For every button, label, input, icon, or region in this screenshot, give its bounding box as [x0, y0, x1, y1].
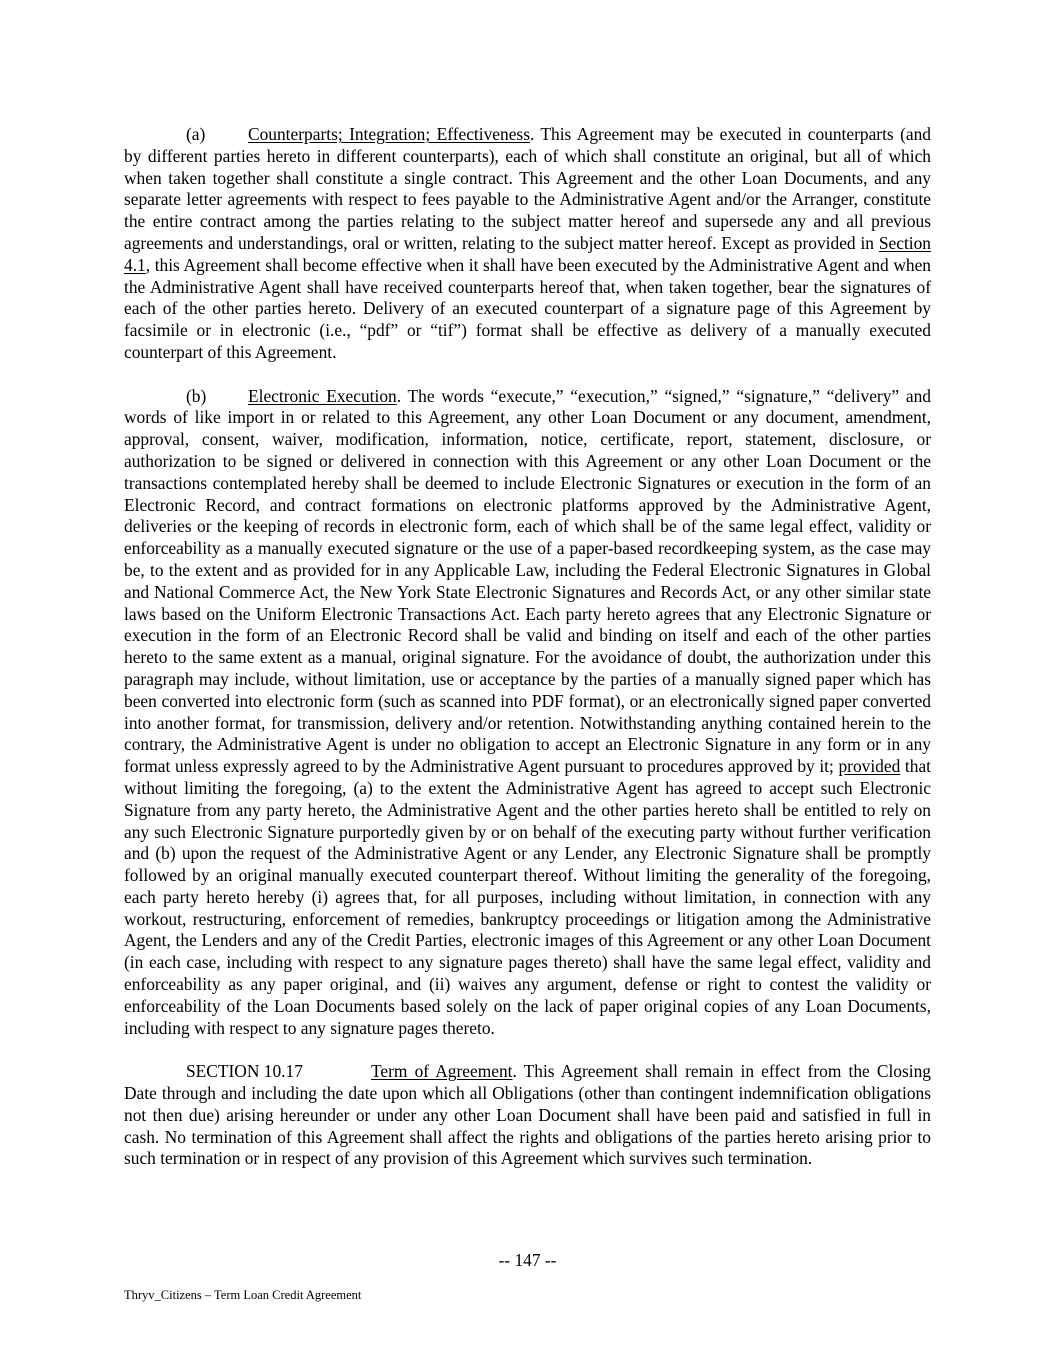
section-4-1-reference: Section 4.1	[124, 232, 931, 275]
provided-term: provided	[838, 756, 901, 777]
paragraph-a-heading: Counterparts; Integration; Effectiveness	[248, 124, 530, 144]
paragraph-b	[124, 386, 931, 1040]
paragraph-b-text-1: . The words “execute,” “execution,” “signed,” “signature,” “delivery” and words of like import in or related to this Agreement, any other Loan Document or any document, amendment, approval, consent, waiver, modification, information, notice, certificate, report, statement, disclosure, or authorization to be signed or delivered in connection with this Agreement or any other Loan Document or the transactions contemplated hereby shall be deemed to include Electronic Signatures or execution in the form of an Electronic Record, and contract formations on electronic platforms approved by the Administrative Agent, deliveries or the keeping of records in electronic form, each of which shall be of the same legal effect, validity or enforceability as a manually executed signature or the use of a paper-based recordkeeping system, as the case may be, to the extent and as provided for in any Applicable Law, including the Federal Electronic Signatures in Global and National Commerce Act, the New York State Electronic Signatures and Records Act, or any other similar state laws based on the Uniform Electronic Transactions Act. Each party hereto agrees that any Electronic Signature or execution in the form of an Electronic Record shall be valid and binding on itself and each of the other parties hereto to the same extent as a manual, original signature. For the avoidance of doubt, the authorization under this paragraph may include, without limitation, use or acceptance by the parties of a manually signed paper which has been converted into electronic form (such as scanned into PDF format), or an electronically signed paper converted into another format, for transmission, delivery and/or retention. Notwithstanding anything contained herein to the contrary, the Administrative Agent is under no obligation to accept an Electronic Signature in any form or in any format unless expressly agreed to by the Administrative Agent pursuant to procedures approved by it;	[124, 385, 931, 777]
paragraph-a-label: (a)	[186, 124, 206, 144]
paragraph-b-label: (b)	[186, 385, 207, 406]
footer-document-title: Thryv_Citizens – Term Loan Credit Agreement	[124, 1288, 362, 1302]
paragraph-a-text-2: , this Agreement shall become effective when it shall have been executed by the Administrative Agent and when the Administrative Agent shall have received counterparts hereof that, when taken together, bear the signatures of each of the other parties hereto. Delivery of an executed counterpart of a signature page of this Agreement by facsimile or in electronic (i.e., “pdf” or “tif”) format shall be effective as delivery of a manually executed counterpart of this Agreement.	[124, 254, 931, 362]
paragraph-b-heading: Electronic Execution	[248, 385, 397, 406]
paragraph-a	[124, 124, 931, 364]
paragraph-a-text-1: . This Agreement may be executed in counterparts (and by different parties hereto in different counterparts), each of which shall constitute an original, but all of which when taken together shall constitute a single contract. This Agreement and the other Loan Documents, and any separate letter agreements with respect to fees payable to the Administrative Agent and/or the Arranger, constitute the entire contract among the parties relating to the subject matter hereof and supersede any and all previous agreements and understandings, oral or written, relating to the subject matter hereof. Except as provided in	[124, 124, 931, 253]
page-number: -- 147 --	[498, 1250, 557, 1270]
section-10-17-number: SECTION 10.17	[186, 1061, 303, 1082]
section-10-17-heading: Term of Agreement	[371, 1061, 513, 1082]
section-10-17	[124, 1061, 931, 1170]
paragraph-b-text-2: that without limiting the foregoing, (a) to the extent the Administrative Agent has agreed to accept such Electronic Signature from any party hereto, the Administrative Agent and the other parties hereto shall be entitled to rely on any such Electronic Signature purportedly given by or on behalf of the executing party without further verification and (b) upon the request of the Administrative Agent or any Lender, any Electronic Signature shall be promptly followed by an original manually executed counterpart thereof. Without limiting the generality of the foregoing, each party hereto hereby (i) agrees that, for all purposes, including without limitation, in connection with any workout, restructuring, enforcement of remedies, bankruptcy proceedings or litigation among the Administrative Agent, the Lenders and any of the Credit Parties, electronic images of this Agreement or any other Loan Document (in each case, including with respect to any signature pages thereto) shall have the same legal effect, validity and enforceability as any paper original, and (ii) waives any argument, defense or right to contest the validity or enforceability of the Loan Documents based solely on the lack of paper original copies of any Loan Documents, including with respect to any signature pages thereto.	[124, 756, 931, 1038]
document-body	[124, 124, 931, 1192]
section-10-17-text: . This Agreement shall remain in effect from the Closing Date through and including the date upon which all Obligations (other than contingent indemnification obligations not then due) arising hereunder or under any other Loan Document shall have been paid and satisfied in full in cash. No termination of this Agreement shall affect the rights and obligations of the parties hereto arising prior to such termination or in respect of any provision of this Agreement which survives such termination.	[124, 1061, 931, 1169]
